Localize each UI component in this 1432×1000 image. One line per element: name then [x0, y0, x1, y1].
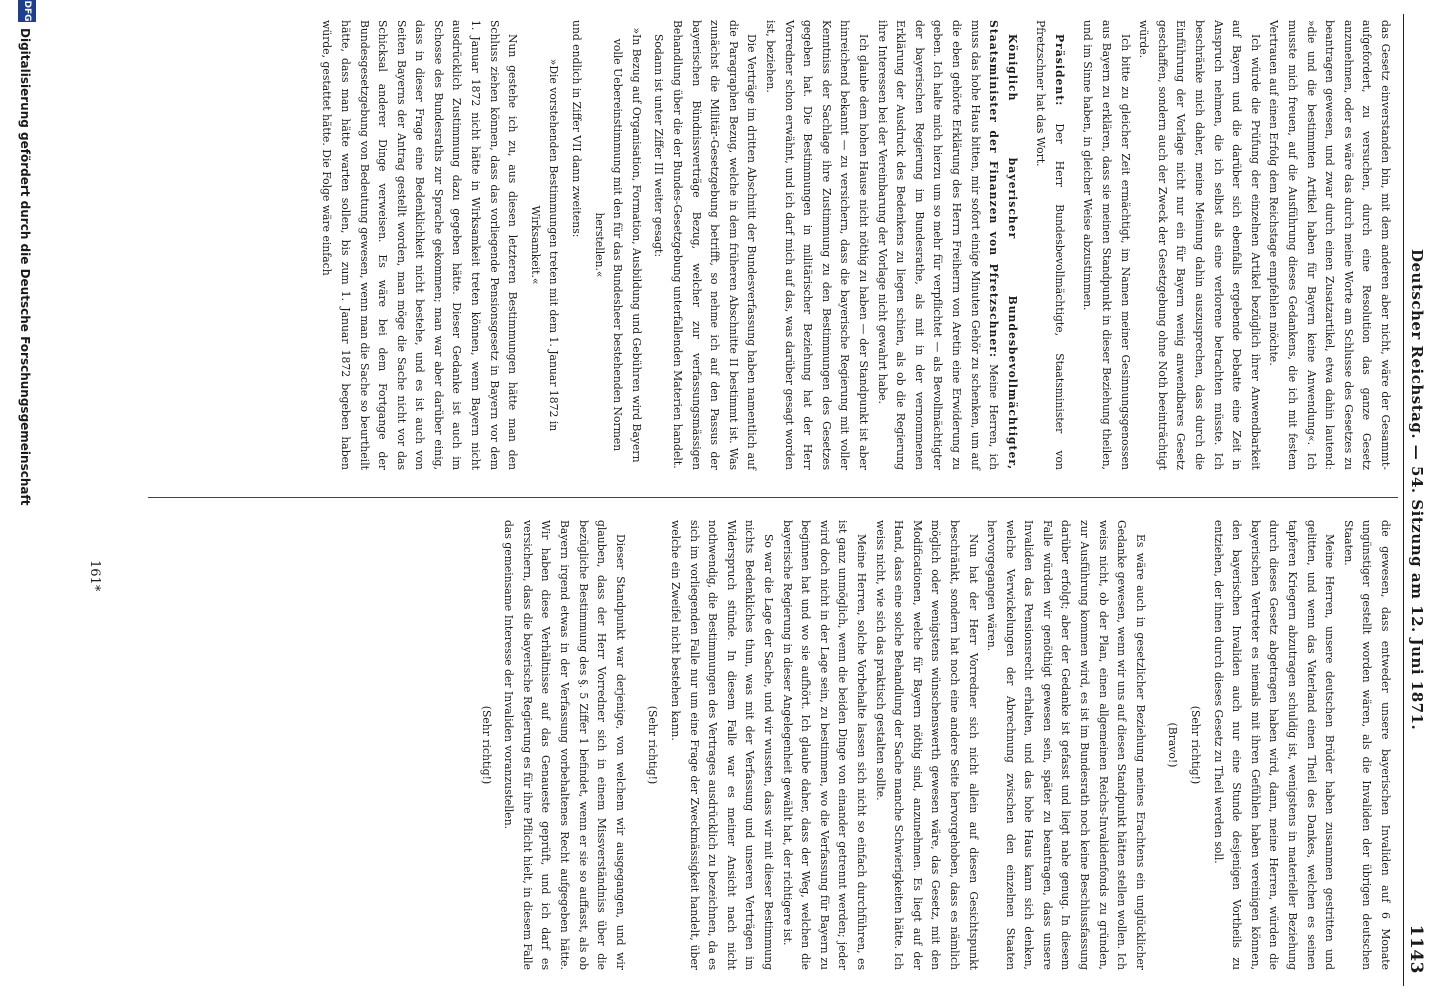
quote: »In Bezug auf Organisation, Formation, Ausbildung und Gebühren wird Bayern volle Uebereinstimmung mit den für das Bundesheer bestehenden Normen herstellen.«	[592, 27, 643, 463]
running-title: Deutscher Reichstag. — 54. Sitzung am 12. Juni 1871.	[1408, 249, 1426, 731]
paragraph: Ich bitte zu gleicher Zeit ermächtigt, im Namen meiner Gesinnungsgenossen aus Bayern zu erklären, dass sie meinen Standpunkt in dieser Beziehung theilen, und im Sinne haben, in gleicher Weise abzustimmen.	[1081, 20, 1132, 470]
applause-note: (Sehr richtig!)	[1189, 705, 1203, 785]
applause-note: (Sehr richtig!)	[646, 705, 660, 785]
digitization-footer	[8, 0, 38, 1000]
paragraph: Ich würde die Prüfung der einzelnen Artikel bezüglich ihrer Anwendbarkeit auf Bayern und die darüber sich ebenfalls ergebende Debatte eine Zeit in Anspruch nehmen, die ich selbst als eine verlorene betrachten müsste. Ich beschränke mich daher, meine Meinung dahin auszusprechen, dass durch die Einführung der Vorlage nicht nur ein für Bayern wenig anwendbares Gesetz geschaffen, sondern auch der Zweck der Gesetzgebung ohne Noth beeinträchtigt würde.	[1137, 20, 1262, 470]
president-label: Präsident:	[1052, 34, 1066, 107]
president-text: Der Herr Bundesbevollmächtigte, Staatsminister von Pfretzschner hat das Wort.	[1034, 20, 1066, 470]
paragraph: Es wäre auch in gesetzlicher Beziehung meines Erachtens ein unglücklicher Gedanke gewesen, wenn wir uns auf diesen Standpunkt hätten stellen wollen. Ich weiss nicht, ob der Plan, einen allgemeinen Reichs-Invalidenfonds zu gründen, zur Ausführung kommen wird, es ist im Bundesrath noch keine Beschlussfassung darüber erfolgt; aber der Gedanke ist gefasst und liegt nahe genug. In diesem Falle würden wir genöthigt gewesen sein, später zu beantragen, dass unsere Invaliden das Pensionsrecht erhalten, und das hohe Haus kann sich denken, welche Verwickelungen der Abrechnung zwischen den einzelnen Staaten hervorgegangen wären.	[985, 520, 1147, 970]
paragraph: Nun hat der Herr Vorredner sich nicht allein auf diesen Gesichtspunkt beschränkt, sondern hat noch eine andere Seite hervorgehoben, dass es nämlich möglich oder wenigstens wünschenswerth gewesen wäre, das Gesetz, mit den Modificationen, welche für Bayern nöthig sind, anzunehmen. Es liegt auf der Hand, dass eine solche Behandlung der Sache manche Schwierigkeiten hätte. Ich weiss nicht, wie sich das praktisch gestalten sollte.	[873, 520, 980, 970]
signature-mark: 161*	[87, 560, 102, 592]
paragraph: Meine Herren, solche Vorbehalte lassen sich nicht so einfach durchführen, es ist ganz unmöglich, wenn die beiden Dinge von einander getrennt werden; jeder wird doch nicht in der Lage sein, zu bestimmen, wo die Verfassung für Bayern zu beginnen hat und wo sie aufhört. Ich glaube daher, dass der Weg, welchen die bayerische Regierung in dieser Angelegenheit gewählt hat, der richtigere ist.	[780, 520, 868, 970]
applause-note: (Sehr richtig!)	[479, 705, 493, 785]
paragraph: und endlich in Ziffer VII dann zweitens:	[570, 20, 584, 238]
paragraph: Nun gestehe ich zu, aus diesen letzteren Bestimmungen hätte man den Schluss ziehen können, dass das vorliegende Pensionsgesetz in Bayern vor dem 1. Januar 1872 nicht hätte in Wirksamkeit treten können, wenn Bayern nicht ausdrücklich Zustimmung dazu gegeben hätte. Dieser Gedanke ist auch im Schosse des Bundesraths zur Sprache gekommen; man war aber darüber einig, dass in dieser Frage eine Bedenklichkeit nicht bestehe, und es ist auch von Seiten Bayerns der Antrag gestellt worden, man möge die Sache nicht vor das Schicksal anderer Dinge verweisen. Es wäre bei dem Fortgange der Bundesgesetzgebung von Bedeutung gewesen, wenn man die Sache so beurtheilt hätte, dass man hätte warten sollen, bis zum 1. Januar 1872 begeben haben würde, gestattet hätte. Die Folge wäre einfach	[320, 20, 520, 470]
speaker-label: Königlich bayerischer Bundesbevollmächtigter, Staatsminister der Finanzen von Pfretzschner:	[987, 20, 1019, 470]
paragraph: So war die Lage der Sache, und wir wussten, dass wir mit dieser Bestimmung nichts Bedenkliches thun, was mit der Verfassung und unseren Verträgen im Widerspruch stünde. In diesem Falle war es meiner Ansicht nach nicht nothwendig, die Bestimmungen des Vertrages ausdrücklich zu bezeichnen, da es sich im vorliegenden Falle nur um eine Frage der Zweckmässigkeit handelt, über welche ein Zweifel nicht bestehen kann.	[669, 520, 775, 970]
paragraph: Dieser Standpunkt war derjenige, von welchem wir ausgegangen, und wir glauben, dass der Herr Vorredner sich in einem Missverständniss über die bezügliche Bestimmung des §. 5 Ziffer 1 befindet, wenn er sie so auffasst, als ob Bayern irgend etwas in der Verfassung vorbehaltenes Recht aufgegeben hätte. Wir haben diese Verhältnisse auf das Genaueste geprüft, und ich darf es versichern, dass die bayerische Regierung es für ihre Pflicht hielt, in diesem Falle das gemeinsame Interesse der Invaliden voranzustellen.	[502, 520, 627, 970]
speaker-paragraph	[872, 20, 1021, 470]
left-column	[144, 20, 1394, 470]
applause-note: (Bravo!)	[1166, 722, 1180, 768]
speaker-text: Meine Herren, ich muss das hohe Haus bitten, mir sofort einige Minuten Gehör zu schenken, um auf die eben gehörte Erklärung des Herrn Freiherrn von Aretin eine Erwiderung zu geben. Ich halte mich hierzu um so mehr für verpflichtet — als Bevollmächtigter der bayerischen Regierung im Bundesrathe, als mit in der vernommenen Erklärung der Ausdruck des Bedenkens zu liegen schien, als ob die Regierung ihre Interessen bei der Vereinbarung der Vorlage nicht gewahrt habe.	[875, 20, 1001, 470]
paragraph: Meine Herren, unsere deutschen Brüder haben zusammen gestritten und gelitten, und wenn das Vaterland einen Theil des Dankes, welchen es seinen tapferen Kriegern abzutragen schuldig ist, wenigstens in materieller Beziehung durch dieses Gesetz abgetragen haben wird, dann, meine Herren, würden die bayerischen Vertreter es niemals mit ihren Gefühlen haben vereinigen können, den bayerischen Invaliden auch nur eine Stunde desjenigen Vortheils zu entziehen, der ihnen durch dieses Gesetz zu Theil werden soll.	[1211, 520, 1337, 970]
paragraph: Ich glaube dem hohen Hause nicht nöthig zu haben — der Standpunkt ist aber hinreichend bekannt — zu versichern, dass die bayerische Regierung mit voller Kenntniss der Sachlage ihre Zustimmung zu den Bestimmungen des Gesetzes gegeben hat. Die Bestimmungen in militärischer Beziehung hat der Herr Vorredner schon erwähnt, und ich darf mich auf das, was darüber gesagt worden ist, beziehen.	[764, 20, 870, 470]
digitization-credit: Digitalisierung gefördert durch die Deutsche Forschungsgemeinschaft	[18, 28, 32, 506]
right-column	[144, 520, 1394, 970]
page-number: 1143	[1406, 924, 1426, 974]
column-divider	[148, 497, 1398, 498]
paragraph: die gewesen, dass entweder unsere bayerischen Invaliden auf 6 Monate ungünstiger gestellt worden wären, als die Invaliden der übrigen deutschen Staaten.	[1341, 520, 1392, 970]
paragraph: das Gesetz einverstanden bin, mit dem anderen aber nicht, wäre der Gesammt- aufgefordert, zu versuchen, durch eine Resolution das ganze Gesetz anzunehmen, oder es wäre das durch meine Worte am Schlusse des Gesetzes zu beantragen gewesen, und zwar durch einen Zusatzartikel, etwa dahin lautend: »die und die bestimmten Artikel haben für Bayern keine Anwendung«. Ich musste mich freuen, auf die Ausführung dieses Gedankens, die ich mit festem Vertrauen auf einen Erfolg dem Reichstage empfehlen möchte.	[1267, 20, 1392, 470]
quote: »Die vorstehenden Bestimmungen treten mit dem 1. Januar 1872 in Wirksamkeit.«	[528, 58, 561, 432]
dfg-logo-icon: DFG	[18, 0, 36, 22]
paragraph: Sodann ist unter Ziffer III weiter gesagt:	[652, 34, 666, 257]
page-header	[1403, 14, 1426, 986]
president-paragraph	[1031, 20, 1068, 470]
paragraph: Die Verträge im dritten Abschnitt der Bundesverfassung haben namentlich auf die Paragraphen Bezug, welche in dem früheren Abschnitte II bestimmt ist. Was zunächst die Militär-Gesetzgebung betrifft, so nehme ich auf den Passus der bayerischen Bündnissverträge Bezug, welcher zur verfassungsmässigen Behandlung über die der Bundes-Gesetzgebung unterfallenden Materien handelt.	[671, 20, 759, 470]
